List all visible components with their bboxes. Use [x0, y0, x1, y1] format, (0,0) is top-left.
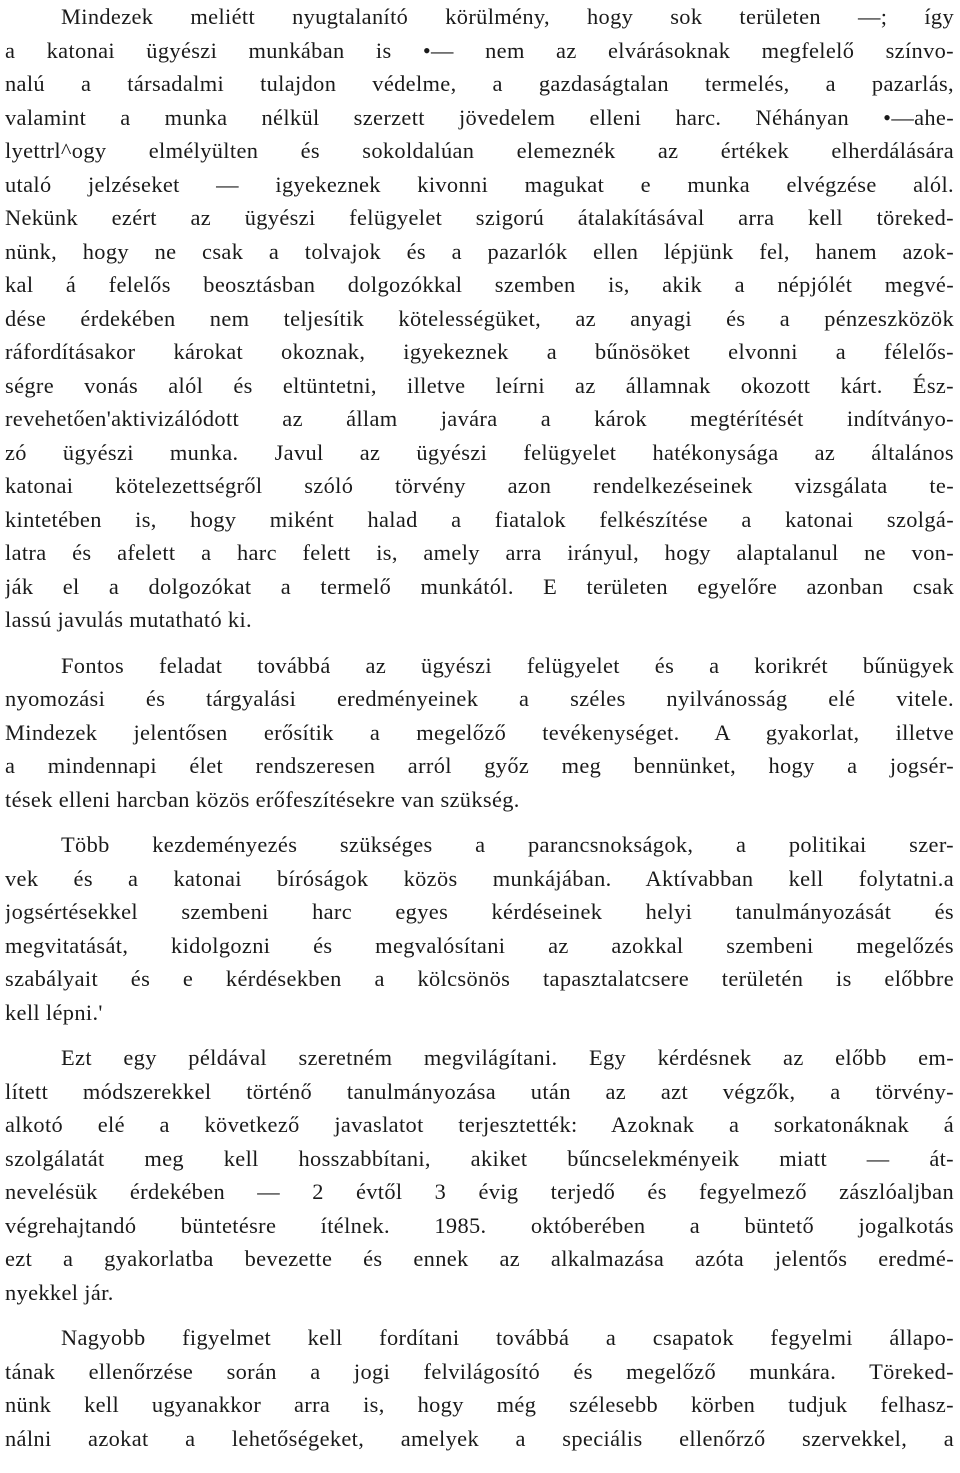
text-line: utaló jelzéseket — igyekeznek kivonni magukat e munka elvégzése alól.: [5, 171, 954, 197]
text-line: nünk kell ugyanakkor arra is, hogy még szélesebb körben tudjuk felhasz-: [5, 1392, 954, 1417]
text-line: szolgálatát meg kell hosszabbítani, akiket bűncselekményeik miatt — át-: [5, 1145, 954, 1171]
paragraph-gap: [5, 1309, 954, 1321]
text-line: lassú javulás mutatható ki.: [5, 607, 253, 632]
text-line: ségre vonás alól és eltüntetni, illetve leírni az államnak okozott kárt. Ész-: [5, 372, 954, 398]
text-line: valamint a munka nélkül szerzett jövedelem elleni harc. Néhányan •—ahe-: [5, 104, 954, 130]
text-line: megvitatását, kidolgozni és megvalósítani az azokkal szembeni megelőzés: [5, 932, 954, 958]
text-line: Ezt egy példával szeretném megvilágítani. Egy kérdésnek az előbb em-: [61, 1045, 954, 1070]
text-line: kintetében is, hogy miként halad a fiatalok felkészítése a katonai szolgá-: [5, 506, 954, 532]
paragraph-1: [5, 0, 954, 637]
text-line: revehetően'aktivizálódott az állam javára a károk megtérítését indítványo-: [5, 406, 954, 431]
text-line: szabályait és e kérdésekben a kölcsönös tapasztalatcsere területén is előbbre: [5, 966, 954, 991]
text-line: vek és a katonai bíróságok közös munkájában. Aktívabban kell folytatni.a: [5, 865, 954, 891]
text-line: Fontos feladat továbbá az ügyészi felügyelet és a korikrét bűnügyek: [61, 652, 954, 678]
text-line: latra és afelett a harc felett is, amely arra irányul, hogy alaptalanul ne von-: [5, 540, 954, 565]
text-line: nünk, hogy ne csak a tolvajok és a pazarlók ellen lépjünk fel, hanem azok-: [5, 238, 954, 264]
text-line: nalú a társadalmi tulajdon védelme, a gazdaságtalan termelés, a pazarlás,: [5, 71, 954, 96]
text-line: lyettrl^ogy elmélyülten és sokoldalúan elemeznék az értékek elherdálására: [5, 138, 954, 163]
text-line: lített módszerekkel történő tanulmányozása után az azt végzők, a törvény-: [5, 1078, 954, 1104]
text-line: Nekünk ezért az ügyészi felügyelet szigorú átalakításával arra kell töreked-: [5, 205, 954, 230]
text-line: ezt a gyakorlatba bevezette és ennek az alkalmazása azóta jelentős eredmé-: [5, 1246, 954, 1271]
text-line: végrehajtandó büntetésre ítélnek. 1985. októberében a büntető jogalkotás: [5, 1212, 954, 1238]
paragraph-2: [5, 649, 954, 817]
paragraph-5: [5, 1321, 954, 1455]
text-line: nálni azokat a lehetőségeket, amelyek a speciális ellenőrző szervekkel, a: [5, 1425, 954, 1451]
text-line: ják el a dolgozókat a termelő munkától. E területen egyelőre azonban csak: [5, 573, 954, 599]
paragraph-4: [5, 1041, 954, 1309]
paragraph-gap: [5, 1029, 954, 1041]
text-line: kal á felelős beosztásban dolgozókkal szemben is, akik a népjólét megvé-: [5, 272, 954, 297]
text-line: Több kezdeményezés szükséges a parancsnokságok, a politikai szer-: [61, 832, 954, 857]
text-line: zó ügyészi munka. Javul az ügyészi felügyelet hatékonysága az általános: [5, 439, 954, 465]
text-line: jogsértésekkel szembeni harc egyes kérdéseinek helyi tanulmányozását és: [5, 899, 954, 924]
text-line: nevelésük érdekében — 2 évtől 3 évig terjedő és fegyelmező zászlóaljban: [5, 1179, 954, 1204]
text-line: Mindezek meliétt nyugtalanító körülmény, hogy sok területen —; így: [61, 4, 954, 29]
paragraph-gap: [5, 637, 954, 649]
text-line: tának ellenőrzése során a jogi felvilágosító és megelőző munkára. Töreked-: [5, 1358, 954, 1384]
text-line: a katonai ügyészi munkában is •— nem az elvárásoknak megfelelő színvo-: [5, 37, 954, 63]
paragraph-3: [5, 828, 954, 1029]
text-line: a mindennapi élet rendszeresen arról győz meg bennünket, hogy a jogsér-: [5, 753, 954, 778]
paragraph-gap: [5, 816, 954, 828]
text-line: alkotó elé a következő javaslatot terjesztették: Azoknak a sorkatonáknak á: [5, 1112, 954, 1137]
text-line: nyekkel jár.: [5, 1279, 114, 1305]
text-line: katonai kötelezettségről szóló törvény azon rendelkezéseinek vizsgálata te-: [5, 473, 954, 498]
text-line: kell lépni.': [5, 999, 103, 1025]
text-line: Mindezek jelentősen erősítik a megelőző tevékenységet. A gyakorlat, illetve: [5, 719, 954, 745]
text-line: Nagyobb figyelmet kell fordítani továbbá a csapatok fegyelmi állapo-: [61, 1325, 954, 1350]
text-line: dése érdekében nem teljesítik kötelességüket, az anyagi és a pénzeszközök: [5, 305, 954, 331]
text-line: ráfordításakor károkat okoznak, igyekeznek a bűnösöket elvonni a félelős-: [5, 339, 954, 364]
text-line: nyomozási és tárgyalási eredményeinek a széles nyilvánosság elé vitele.: [5, 686, 954, 711]
text-line: tések elleni harcban közös erőfeszítésekre van szükség.: [5, 786, 520, 812]
